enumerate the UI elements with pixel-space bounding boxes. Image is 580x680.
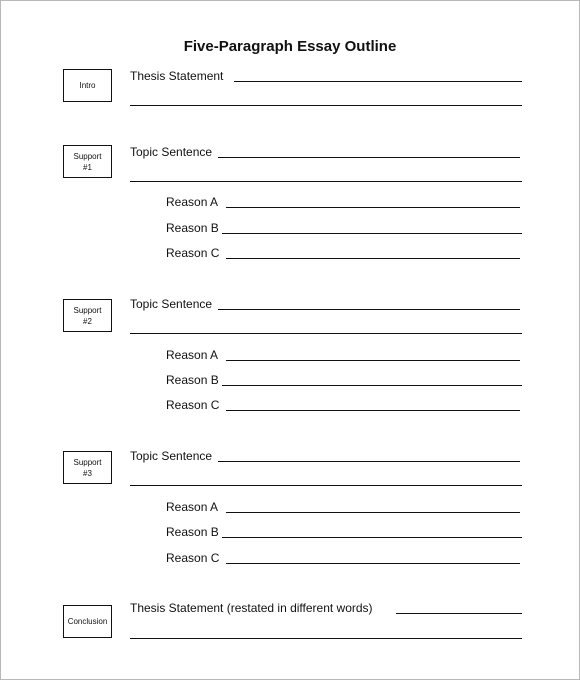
support2-reason-c-label: Reason C [166, 398, 220, 412]
intro-thesis-blank[interactable] [234, 81, 522, 82]
intro-box [63, 69, 112, 102]
support3-reason-b-blank[interactable] [222, 537, 522, 538]
support2-box-line1: Support [73, 305, 102, 315]
support3-reason-a-blank[interactable] [226, 512, 520, 513]
support1-box-line2: #1 [83, 162, 92, 172]
support1-topic-blank-2[interactable] [130, 181, 522, 182]
conclusion-thesis-blank[interactable] [396, 613, 522, 614]
support3-topic-blank-2[interactable] [130, 485, 522, 486]
support1-reason-a-label: Reason A [166, 195, 219, 209]
support2-reason-a-blank[interactable] [226, 360, 520, 361]
page-title: Five-Paragraph Essay Outline [183, 38, 397, 55]
support2-box-line2: #2 [83, 316, 92, 326]
support2-reason-c-blank[interactable] [226, 410, 520, 411]
intro-thesis-blank-2[interactable] [130, 105, 522, 106]
support3-box-line2: #3 [83, 468, 92, 478]
support3-box [63, 451, 112, 484]
support2-reason-a-label: Reason A [166, 348, 219, 362]
support1-box-line1: Support [73, 151, 102, 161]
support1-reason-c-blank[interactable] [226, 258, 520, 259]
support3-topic-blank[interactable] [218, 461, 520, 462]
support3-reason-b-label: Reason B [166, 525, 219, 539]
support3-box-line1: Support [73, 457, 102, 467]
support2-topic-blank-2[interactable] [130, 333, 522, 334]
support2-topic-blank[interactable] [218, 309, 520, 310]
conclusion-box [63, 605, 112, 638]
intro-box-label: Intro [79, 81, 96, 90]
support1-reason-a-blank[interactable] [226, 207, 520, 208]
conclusion-thesis-label: Thesis Statement (restated in different words) [130, 601, 373, 615]
support1-reason-c-label: Reason C [166, 246, 220, 260]
conclusion-box-label: Conclusion [67, 617, 108, 626]
support2-topic-label: Topic Sentence [130, 297, 213, 311]
support1-topic-label: Topic Sentence [130, 145, 213, 159]
support2-reason-b-label: Reason B [166, 373, 219, 387]
support3-topic-label: Topic Sentence [130, 449, 213, 463]
support1-reason-b-label: Reason B [166, 221, 219, 235]
support3-reason-c-blank[interactable] [226, 563, 520, 564]
support1-box [63, 145, 112, 178]
intro-thesis-label: Thesis Statement [130, 69, 224, 83]
support1-topic-blank[interactable] [218, 157, 520, 158]
conclusion-thesis-blank-2[interactable] [130, 638, 522, 639]
support3-reason-c-label: Reason C [166, 551, 220, 565]
support2-reason-b-blank[interactable] [222, 385, 522, 386]
support1-reason-b-blank[interactable] [222, 233, 522, 234]
support2-box [63, 299, 112, 332]
support3-reason-a-label: Reason A [166, 500, 219, 514]
